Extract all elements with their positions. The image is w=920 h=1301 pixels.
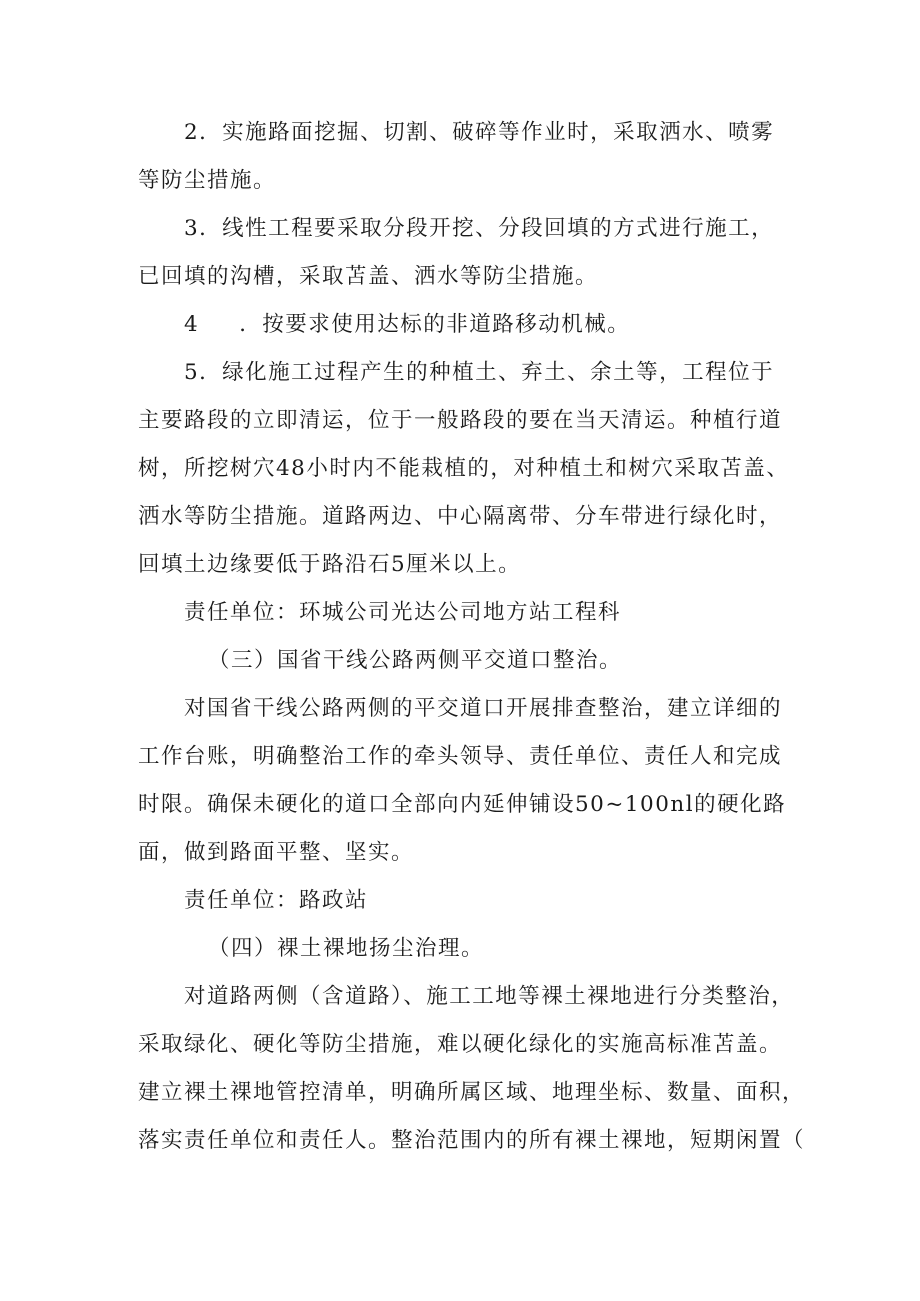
responsible-unit-2: [138, 877, 798, 925]
text-line: 面，做到路面平整、坚实。: [138, 840, 415, 865]
text-line: （三）国省干线公路两侧平交道口整治。: [208, 648, 623, 673]
text-line: 树，所挖树穴48小时内不能栽植的，对种植土和树穴采取苫盖、: [138, 456, 790, 481]
text-line: 采取绿化、硬化等防尘措施，难以硬化绿化的实施高标准苫盖。: [138, 1032, 783, 1057]
text-line: 落实责任单位和责任人。整治范围内的所有裸土裸地，短期闲置（: [138, 1128, 806, 1153]
section-heading-3: [138, 637, 798, 685]
text-line: 已回填的沟槽，采取苫盖、洒水等防尘措施。: [138, 264, 599, 289]
text-line: 主要路段的立即清运，位于一般路段的要在当天清运。种植行道: [138, 408, 783, 433]
text-line: [138, 301, 798, 349]
paragraph-section-3: [138, 685, 798, 877]
text-line: 时限。确保未硬化的道口全部向内延伸铺设50~100nl的硬化路: [138, 792, 787, 817]
text-line: 责任单位：路政站: [184, 888, 369, 913]
text-line: 对国省干线公路两侧的平交道口开展排查整治，建立详细的: [184, 696, 783, 721]
item-text: ．按要求使用达标的非道路移动机械。: [239, 312, 631, 337]
text-line: 2．实施路面挖掘、切割、破碎等作业时，采取洒水、喷雾: [184, 120, 775, 145]
text-line: 洒水等防尘措施。道路两边、中心隔离带、分车带进行绿化时，: [138, 504, 783, 529]
text-line: 责任单位：环城公司光达公司地方站工程科: [184, 600, 622, 625]
responsible-unit-1: [138, 589, 798, 637]
paragraph-item-3: [138, 205, 798, 301]
paragraph-item-2: [138, 109, 798, 205]
section-heading-4: [138, 925, 798, 973]
text-line: 3．线性工程要采取分段开挖、分段回填的方式进行施工，: [184, 216, 775, 241]
item-number: 4: [184, 312, 200, 337]
paragraph-item-5: [138, 349, 798, 589]
text-line: 工作台账，明确整治工作的牵头领导、责任单位、责任人和完成: [138, 744, 783, 769]
text-line: 回填土边缘要低于路沿石5厘米以上。: [138, 552, 522, 577]
paragraph-section-4: [138, 973, 806, 1165]
text-line: 对道路两侧（含道路）、施工工地等裸土裸地进行分类整治，: [184, 984, 795, 1009]
text-line: 5．绿化施工过程产生的种植土、弃土、余土等，工程位于: [184, 360, 775, 385]
text-line: （四）裸土裸地扬尘治理。: [208, 936, 485, 961]
text-line: 建立裸土裸地管控清单，明确所属区域、地理坐标、数量、面积，: [138, 1080, 806, 1105]
text-line: 等防尘措施。: [138, 168, 277, 193]
paragraph-item-4: [138, 301, 798, 349]
